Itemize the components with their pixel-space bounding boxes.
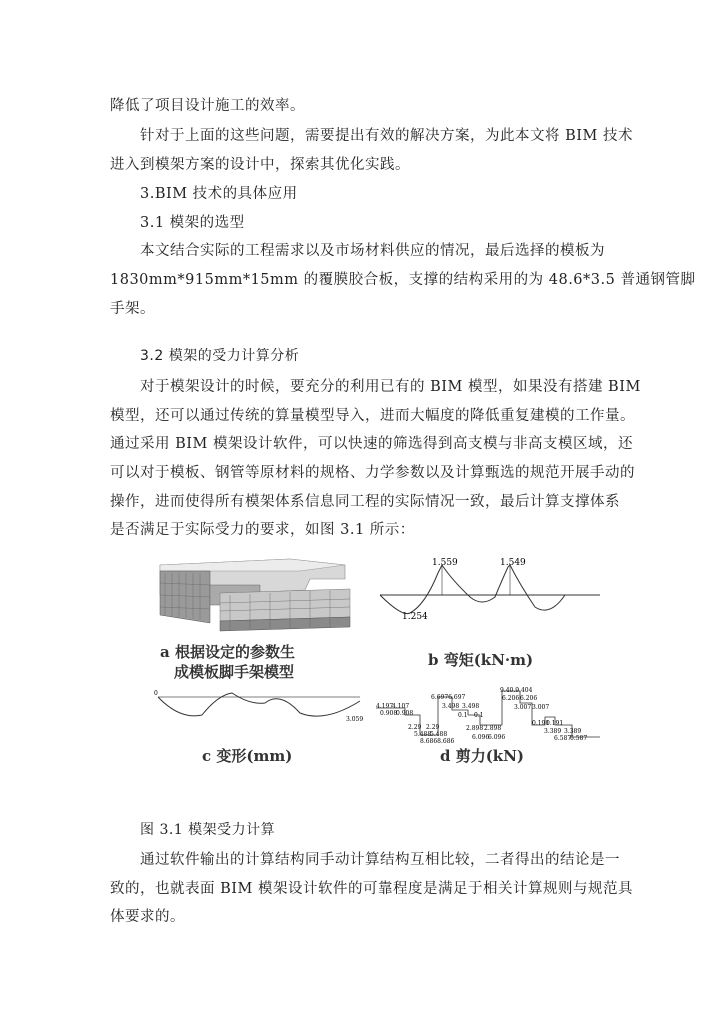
shear-label: 2.898: [484, 725, 502, 732]
shear-label: 2.29: [426, 724, 440, 731]
paragraph-line: 通过采用 BIM 模架设计软件，可以快速的筛选得到高支模与非高支模区域，还: [110, 436, 633, 452]
shear-label: 3.389: [544, 728, 562, 735]
panel-a-caption-line1: a 根据设定的参数生: [160, 643, 295, 661]
paragraph-line: 体要求的。: [110, 909, 185, 925]
shear-label: 4.107: [392, 703, 410, 710]
paragraph-line: 本文结合实际的工程需求以及市场材料供应的情况，最后选择的模板为: [140, 243, 605, 259]
shear-label: 0.1: [458, 712, 468, 719]
shear-label: 6.206: [502, 695, 520, 702]
paragraph-line: 手架。: [110, 301, 155, 317]
paragraph-line: 对于模架设计的时候，要充分的利用已有的 BIM 模型，如果没有搭建 BIM: [140, 379, 641, 395]
moment-diagram: [380, 558, 600, 622]
shear-label: 0.908: [380, 710, 398, 717]
shear-label: 5.488: [414, 731, 432, 738]
shear-diagram: [376, 687, 600, 745]
shear-label: 3.007: [532, 704, 550, 711]
paragraph-line: 可以对于模板、钢管等原材料的规格、力学参数以及计算甄选的规范开展手动的: [110, 465, 635, 481]
deformation-diagram: [154, 690, 363, 723]
subsection-heading: 3.1 模架的选型: [140, 215, 245, 231]
paragraph-line: 针对于上面的这些问题，需要提出有效的解决方案，为此本文将 BIM 技术: [140, 128, 633, 144]
shear-label: 0.1: [474, 712, 484, 719]
moment-label: 1.549: [500, 558, 526, 568]
shear-label: 6.587: [554, 735, 572, 742]
subsection-heading: 3.2 模架的受力计算分析: [140, 348, 300, 364]
panel-a-caption-line2: 成模板脚手架模型: [174, 663, 295, 681]
shear-label: 3.007: [514, 704, 532, 711]
moment-label: 1.559: [432, 558, 458, 568]
deformation-label: 3.059: [346, 716, 364, 723]
panel-c-caption: c 变形(mm): [202, 747, 293, 765]
paragraph-line: 操作，进而使得所有模架体系信息同工程的实际情况一致，最后计算支撑体系: [110, 494, 620, 510]
shear-label: 2.898: [466, 725, 484, 732]
paragraph-line: 降低了项目设计施工的效率。: [110, 98, 305, 114]
shear-label: 3.389: [564, 728, 582, 735]
shear-label: 2.29: [408, 724, 422, 731]
paragraph-line: 致的，也就表面 BIM 模架设计软件的可靠程度是满足于相关计算规则与规范具: [110, 881, 633, 897]
shear-label: 9.40.9.404: [500, 687, 533, 694]
shear-label: 0.908: [396, 710, 414, 717]
shear-label: 3.498: [462, 703, 480, 710]
shear-label: 6.6976.697: [431, 694, 466, 701]
shear-label: 6.206: [520, 695, 538, 702]
shear-label: 6.587: [570, 735, 588, 742]
shear-label: 6.096: [488, 734, 506, 741]
paragraph-line: 是否满足于实际受力的要求，如图 3.1 所示：: [110, 522, 415, 538]
figure-3-1: [140, 545, 610, 795]
panel-d-caption: d 剪力(kN): [440, 747, 525, 765]
shear-label: 6.096: [472, 734, 490, 741]
panel-b-caption: b 弯矩(kN·m): [428, 651, 534, 669]
deformation-label: 0: [154, 690, 158, 697]
paragraph-line: 1830mm*915mm*15mm 的覆膜胶合板，支撑的结构采用的为 48.6*3.5 普通钢管脚: [110, 272, 696, 288]
paragraph-line: 进入到模架方案的设计中，探索其优化实践。: [110, 157, 410, 173]
shear-label: 8.6868.686: [420, 738, 455, 745]
paragraph-line: 通过软件输出的计算结构同手动计算结构互相比较，二者得出的结论是一: [140, 852, 620, 868]
scaffold-model-image: [160, 559, 350, 631]
figure-caption: 图 3.1 模架受力计算: [140, 822, 276, 838]
shear-label: 5.488: [430, 731, 448, 738]
shear-label: 0.191: [546, 720, 564, 727]
section-heading: 3.BIM 技术的具体应用: [140, 186, 298, 202]
shear-label: 3.498: [442, 703, 460, 710]
shear-label: 4.197: [376, 703, 394, 710]
paragraph-line: 模型，还可以通过传统的算量模型导入，进而大幅度的降低重复建模的工作量。: [110, 408, 635, 424]
shear-label: 0.191: [532, 720, 550, 727]
moment-label: 1.254: [402, 612, 428, 622]
